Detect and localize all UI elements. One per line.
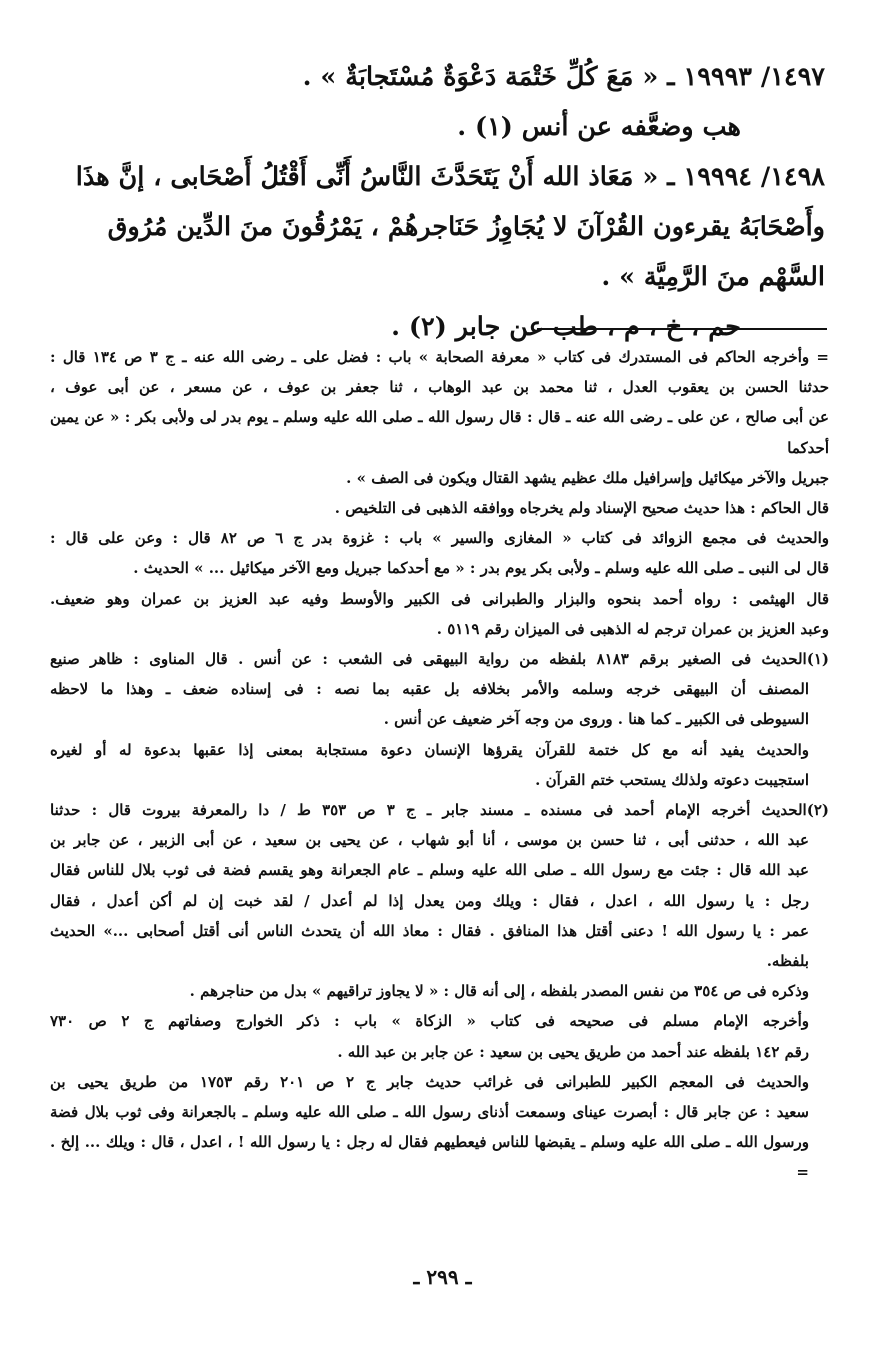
- footnote-divider: [537, 328, 827, 330]
- footnotes-section: [50, 342, 829, 1188]
- footnote-line: وذكره فى ص ٣٥٤ من نفس المصدر بلفظه ، إلى أنه قال : « لا يجاوز تراقيهم » بدل من حناجرهم .: [189, 982, 809, 1001]
- footnote-line: سعيد : عن جابر قال : أبصرت عيناى وسمعت أذناى رسول الله ـ صلى الله عليه وسلم ـ بالجعرانة وفى ثوب بلال فضة: [50, 1103, 809, 1122]
- hadith-1498-source: حم ، خ ، م ، طب عن جابر (٢) .: [391, 312, 741, 342]
- footnote-line: (٢)الحديث أخرجه الإمام أحمد فى مسنده ـ مسند جابر ـ ج ٣ ص ٣٥٣ ط / دا رالمعرفة بيروت قال : حدثنا: [50, 795, 829, 825]
- footnote-line: عبد الله ، حدثنى أبى ، ثنا حسن بن موسى ، أنا أبو شهاب ، عن يحيى بن سعيد ، عن أبى الزبير ، عن جابر بن: [50, 831, 809, 850]
- footnote-line: جبريل والآخر ميكائيل وإسرافيل ملك عظيم يشهد القتال ويكون فى الصف » .: [346, 468, 829, 487]
- hadith-main-text: [60, 52, 825, 352]
- footnote-line: عبد الله قال : جئت مع رسول الله ـ صلى الله عليه وسلم ـ عام الجعرانة وهو يقسم فضة فى ثوب بلال للناس فقال: [50, 861, 809, 880]
- footnote-line: السيوطى فى الكبير ـ كما هنا . وروى من وجه آخر ضعيف عن أنس .: [383, 710, 809, 729]
- footnote-line: قال الهيثمى : رواه أحمد بنحوه والبزار والطبرانى فى الكبير والأوسط وفيه عبد العزيز بن عمران وهو ضعيف.: [50, 589, 829, 608]
- footnote-line: والحديث يفيد أنه مع كل ختمة للقرآن يقرؤها الإنسان دعوة مستجابة بمعنى إذا عقبها بدعوة له أو لغيره: [50, 740, 809, 759]
- hadith-1498-line-1: ١٤٩٨/ ١٩٩٩٤ ـ « مَعَاذ الله أَنْ يَتَحَدَّثَ النَّاسُ أَنِّى أَقْتُلُ أَصْحَابى ، إنَّ هذَا: [75, 162, 825, 192]
- page-number: ـ ٢٩٩ ـ: [413, 1265, 472, 1289]
- footnote-line: حدثنا الحسن بن يعقوب العدل ، ثنا محمد بن عبد الوهاب ، ثنا جعفر بن عوف ، عن مسعر ، عن أبى عوف ،: [50, 378, 829, 397]
- footnote-line: رقم ١٤٢ بلفظه عند أحمد من طريق يحيى بن سعيد : عن جابر بن عبد الله .: [337, 1042, 809, 1061]
- hadith-1497-line: ١٤٩٧/ ١٩٩٩٣ ـ « مَعَ كُلِّ خَتْمَة دَعْوَةٌ مُسْتَجابَةٌ » .: [302, 62, 825, 92]
- footnote-line: والحديث فى المعجم الكبير للطبرانى فى غرائب حديث جابر ج ٢ ص ٢٠١ رقم ١٧٥٣ من طريق يحيى بن: [50, 1072, 809, 1091]
- hadith-1498-line-2: وأَصْحَابَهُ يقرءون القُرْآنَ لا يُجَاوِزُ حَنَاجرهُمْ ، يَمْرُقُونَ منَ الدِّين مُرُوق السَّهْم منَ الرَّمِيَّة » .: [107, 212, 825, 292]
- footnote-line: وعبد العزيز بن عمران ترجم له الذهبى فى الميزان رقم ٥١١٩ .: [436, 619, 829, 638]
- footnote-line: ورسول الله ـ صلى الله عليه وسلم ـ يقبضها للناس فيعطيهم فقال له رجل : يا رسول الله ! ، اعدل ، قال : ويلك ... إلخ . =: [50, 1133, 809, 1182]
- footnote-line: استجيبت دعوته ولذلك يستحب ختم القرآن .: [535, 770, 809, 789]
- footnote-2: [50, 795, 829, 1188]
- footnote-line: قال لى النبى ـ صلى الله عليه وسلم ـ ولأبى بكر يوم بدر : « مع أحدكما جبريل ومع الآخر ميكائيل ... » الحديث .: [133, 559, 829, 578]
- footnote-continuation: [50, 342, 829, 644]
- footnote-number: (١): [806, 650, 830, 669]
- footnote-line: قال الحاكم : هذا حديث صحيح الإسناد ولم يخرجاه ووافقه الذهبى فى التلخيص .: [334, 499, 829, 518]
- footnote-line: عن أبى صالح ، عن على ـ رضى الله عنه ـ قال : قال رسول الله ـ صلى الله عليه وسلم ـ يوم بدر لى ولأبى بكر : « عن يمين أحدكما: [50, 408, 829, 457]
- footnote-line: عمر : يا رسول الله ! دعنى أقتل هذا المنافق . فقال : معاذ الله أن يتحدث الناس أنى أقتل أصحابى ...» الحديث: [50, 921, 809, 940]
- footnote-1: [50, 644, 829, 795]
- hadith-1497-source: هب وضعَّفه عن أنس (١) .: [457, 112, 741, 142]
- footnote-line: = وأخرجه الحاكم فى المستدرك فى كتاب « معرفة الصحابة » باب : فضل على ـ رضى الله عنه ـ ج ٣ ص ١٣٤ قال :: [50, 348, 829, 366]
- footnote-line: بلفظه.: [766, 952, 809, 971]
- footnote-number: (٢): [806, 801, 829, 820]
- footnote-line: وأخرجه الإمام مسلم فى صحيحه فى كتاب « الزكاة » باب : ذكر الخوارج وصفاتهم ج ٢ ص ٧٣٠: [50, 1012, 809, 1031]
- footnote-line: والحديث فى مجمع الزوائد فى كتاب « المغازى والسير » باب : غزوة بدر ج ٦ ص ٨٢ قال : وعن على قال :: [50, 529, 829, 548]
- footnote-line: (١)الحديث فى الصغير برقم ٨١٨٣ بلفظه من رواية البيهقى فى الشعب : عن أنس . قال المناوى : ظاهر صنيع: [50, 644, 829, 674]
- footnote-line: رجل : يا رسول الله ، اعدل ، فقال : ويلك ومن يعدل إذا لم أعدل / لقد خبت إن لم أكن أعدل ، فقال: [50, 891, 809, 910]
- footnote-line: المصنف أن البيهقى خرجه وسلمه والأمر بخلافه بل عقبه بما نصه : فى إسناده ضعف ـ وهذا ما لاحظه: [50, 680, 809, 699]
